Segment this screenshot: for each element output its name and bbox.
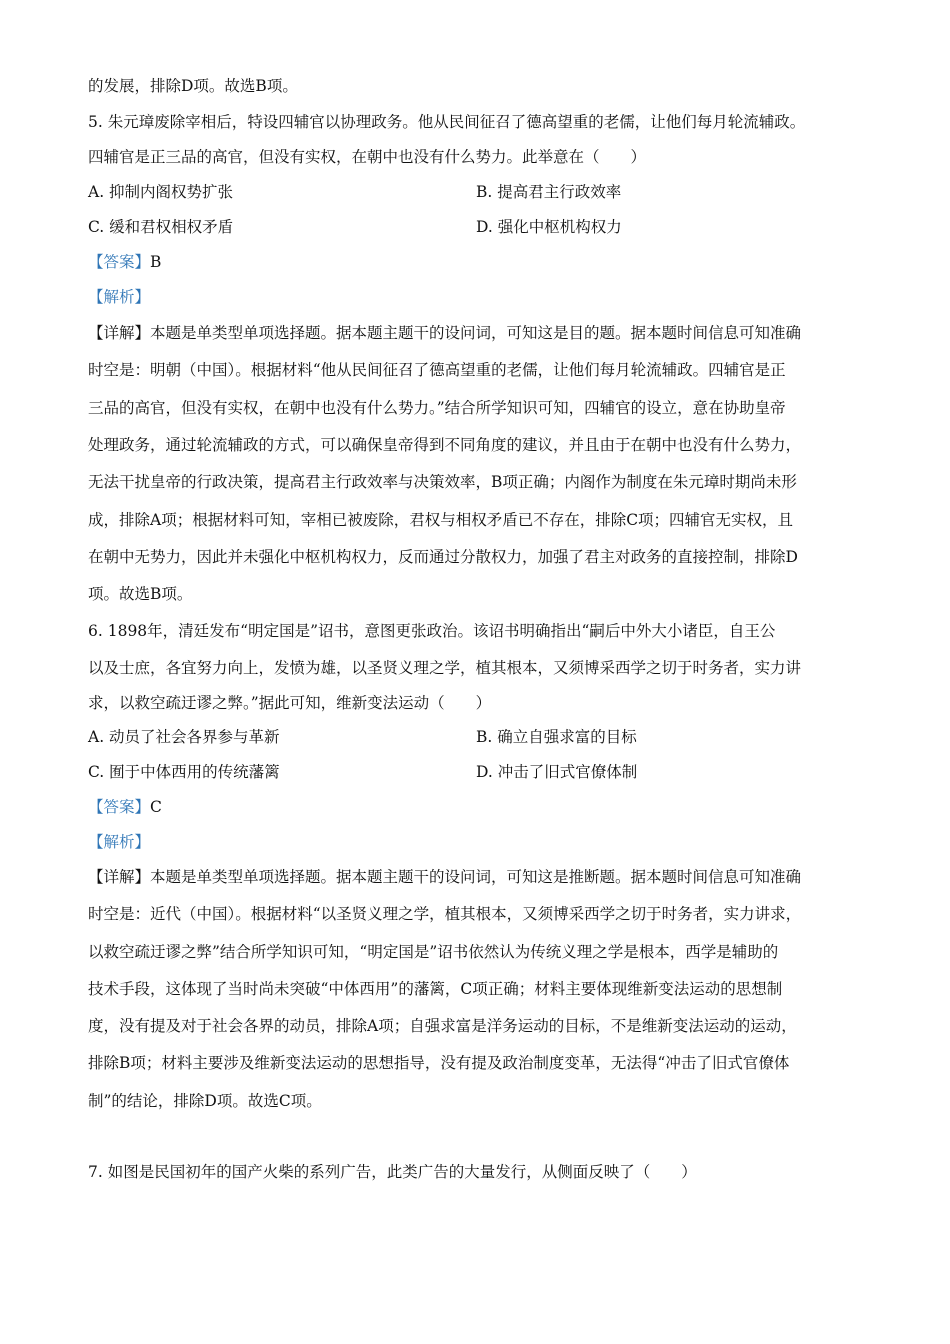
q5-detail-line-1 [88,323,801,343]
q6-stem-line-3: 求，以救空疏迂谬之弊。”据此可知，维新变法运动（ ） [88,694,492,712]
q6-option-d: D. 冲击了旧式官僚体制 [476,763,638,781]
q6-detail-line-5: 度，没有提及对于社会各界的动员，排除A项；自强求富是洋务运动的目标，不是维新变法运动的运动， [88,1017,797,1035]
q6-option-b: B. 确立自强求富的目标 [476,728,637,746]
q6-detail-line-3: 以救空疏迂谬之弊”结合所学知识可知，“明定国是”诏书依然认为传统义理之学是根本，西学是辅助的 [88,943,779,961]
q6-detail-line-4: 技术手段，这体现了当时尚未突破“中体西用”的藩篱，C项正确；材料主要体现维新变法运动的思想制 [88,980,783,998]
answer-value: C [150,798,162,816]
q5-option-c: C. 缓和君权相权矛盾 [88,218,234,236]
q5-detail-line-3: 三品的高官，但没有实权，在朝中也没有什么势力。”结合所学知识可知，四辅官的设立，意在协助皇帝 [88,399,786,417]
q5-option-d: D. 强化中枢机构权力 [476,218,622,236]
q5-answer [88,252,161,272]
detail-text: 本题是单类型单项选择题。据本题主题干的设问词，可知这是目的题。据本题时间信息可知准确 [150,324,802,342]
q5-detail-line-2: 时空是：明朝（中国）。根据材料“他从民间征召了德高望重的老儒，让他们每月轮流辅政。四辅官是正 [88,361,786,379]
q5-detail-line-5: 无法干扰皇帝的行政决策，提高君主行政效率与决策效率，B项正确；内阁作为制度在朱元璋时期尚未形 [88,473,797,491]
q6-analysis-tag: 【解析】 [88,833,151,851]
q6-option-a: A. 动员了社会各界参与革新 [88,728,280,746]
intro-line: 的发展，排除D项。故选B项。 [88,77,298,95]
answer-tag: 【答案】 [88,798,151,816]
q6-stem-line-1: 6. 1898年，清廷发布“明定国是”诏书，意图更张政治。该诏书明确指出“嗣后中外大小诸臣，自王公 [88,622,776,640]
q6-detail-line-1 [88,867,801,887]
detail-text: 本题是单类型单项选择题。据本题主题干的设问词，可知这是推断题。据本题时间信息可知准确 [150,868,802,886]
detail-tag: 【详解】 [88,868,151,886]
q7-stem-line-1: 7. 如图是民国初年的国产火柴的系列广告，此类广告的大量发行，从侧面反映了（ ） [88,1163,697,1181]
answer-tag: 【答案】 [88,253,151,271]
q6-option-c: C. 囿于中体西用的传统藩篱 [88,763,280,781]
q5-stem-line-1: 5. 朱元璋废除宰相后，特设四辅官以协理政务。他从民间征召了德高望重的老儒，让他们每月轮流辅政。 [88,113,806,131]
q6-detail-line-2: 时空是：近代（中国）。根据材料“以圣贤义理之学，植其根本，又须博采西学之切于时务者，实力讲求， [88,905,802,923]
answer-value: B [150,253,162,271]
q5-detail-line-6: 成，排除A项；根据材料可知，宰相已被废除，君权与相权矛盾已不存在，排除C项；四辅官无实权，且 [88,511,794,529]
q5-analysis-tag: 【解析】 [88,288,151,306]
q5-stem-line-2: 四辅官是正三品的高官，但没有实权，在朝中也没有什么势力。此举意在（ ） [88,148,647,166]
q6-stem-line-2: 以及士庶，各宜努力向上，发愤为雄，以圣贤义理之学，植其根本，又须博采西学之切于时务者，实力讲 [88,659,802,677]
q5-detail-line-8: 项。故选B项。 [88,585,193,603]
q6-detail-line-6: 排除B项；材料主要涉及维新变法运动的思想指导，没有提及政治制度变革，无法得“冲击了旧式官僚体 [88,1054,790,1072]
q6-answer [88,797,162,817]
q5-option-b: B. 提高君主行政效率 [476,183,622,201]
q5-detail-line-7: 在朝中无势力，因此并未强化中枢机构权力，反而通过分散权力，加强了君主对政务的直接控制，排除D [88,548,798,566]
q6-detail-line-7: 制”的结论，排除D项。故选C项。 [88,1092,322,1110]
detail-tag: 【详解】 [88,324,151,342]
q5-detail-line-4: 处理政务，通过轮流辅政的方式，可以确保皇帝得到不同角度的建议，并且由于在朝中也没有什么势力， [88,436,802,454]
q5-option-a: A. 抑制内阁权势扩张 [88,183,234,201]
